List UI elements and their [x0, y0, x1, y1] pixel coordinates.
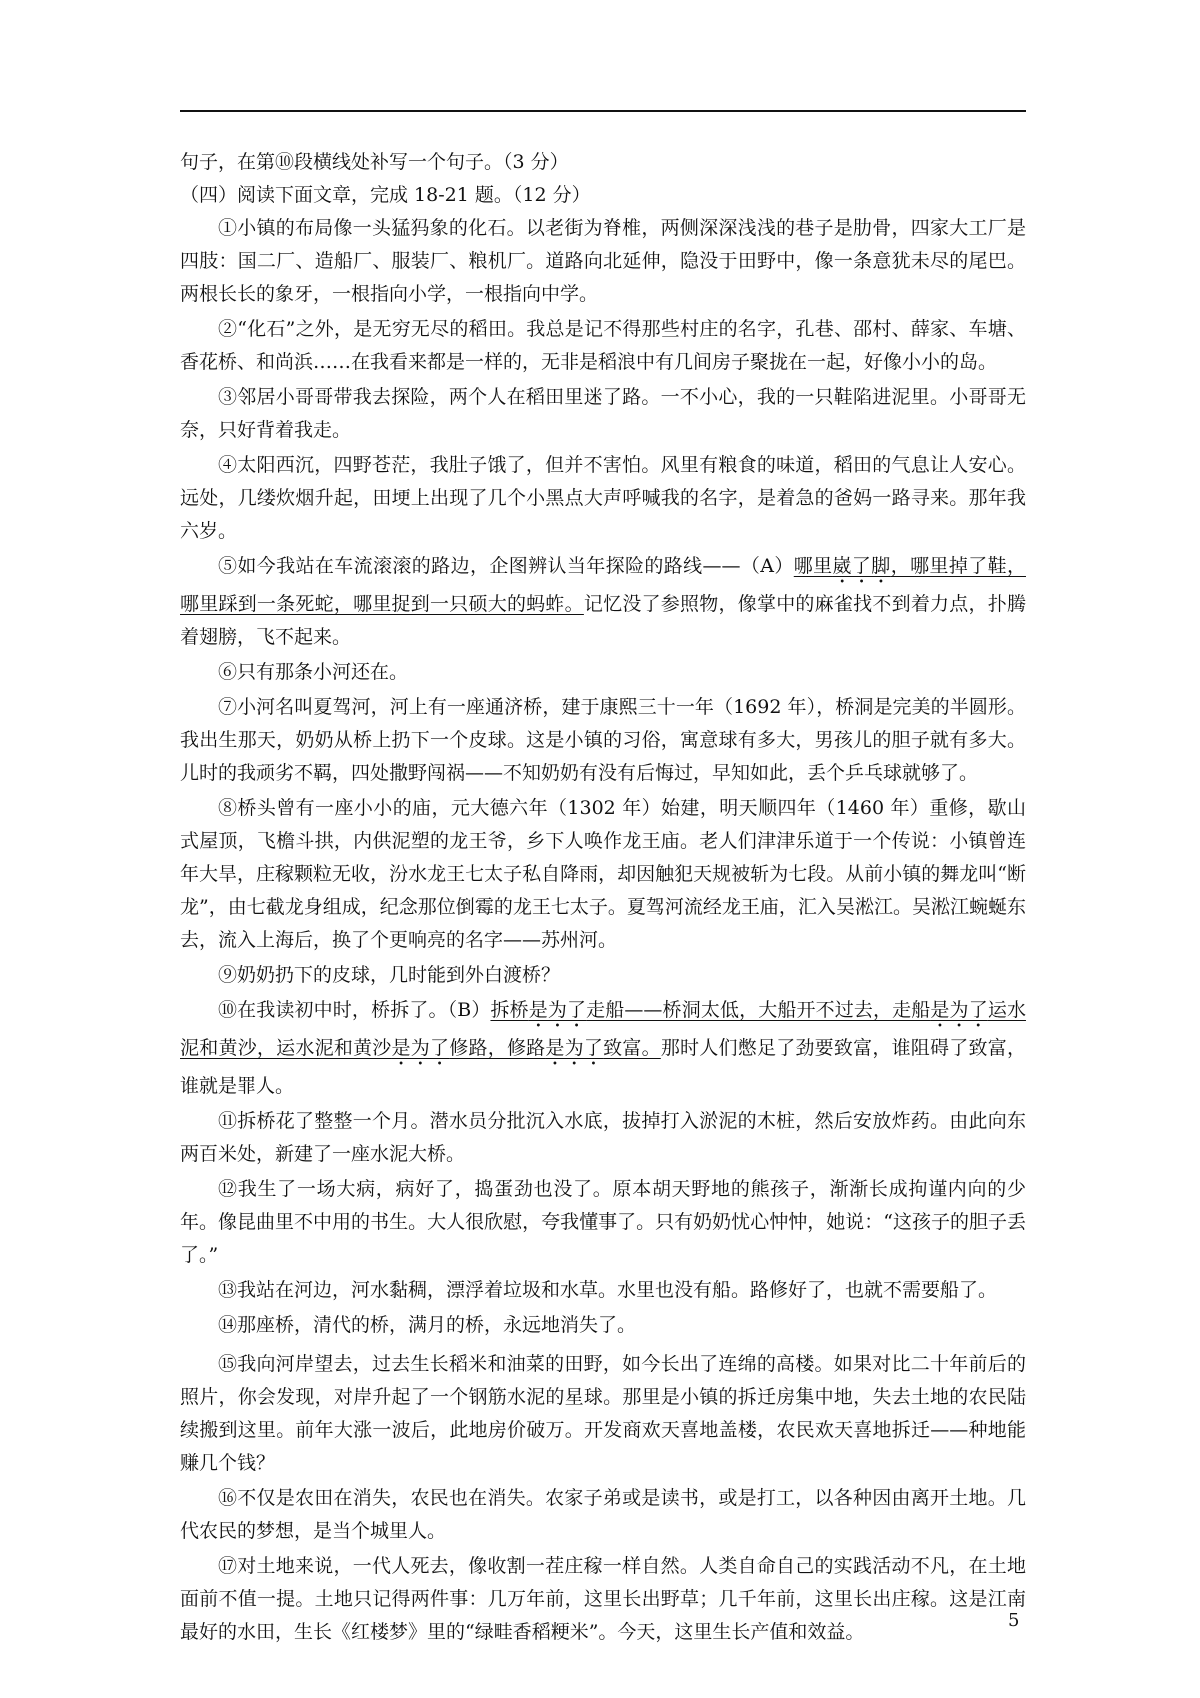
paragraph-13 [180, 1274, 1026, 1307]
paragraph-10 [180, 994, 1026, 1103]
paragraph-10-lead: ⑩在我读初中时，桥拆了。（B） [218, 999, 491, 1021]
paragraph-13-text: 我站在河边，河水黏稠，漂浮着垃圾和水草。水里也没有船。路修好了，也就不需要船了。 [237, 1279, 998, 1301]
underlined-b-part-1: 拆桥 [490, 999, 529, 1021]
paragraph-12-text: 我生了一场大病，病好了，捣蛋劲也没了。原本胡天野地的熊孩子，渐渐长成拘谨内向的少年。像昆曲里不中用的书生。大人很欣慰，夸我懂事了。只有奶奶忧心忡忡，她说：“这孩子的胆子丢了。” [180, 1178, 1026, 1266]
underlined-b-part-4: 修路，修路 [449, 1037, 546, 1059]
paragraph-13-number: ⑬ [218, 1279, 238, 1301]
paragraph-14-text: 那座桥，清代的桥，满月的桥，永远地消失了。 [237, 1314, 637, 1336]
paragraph-8: ⑧桥头曾有一座小小的庙，元大德六年（1302 年）始建，明天顺四年（1460 年）重修，歇山式屋顶，飞檐斗拱，内供泥塑的龙王爷，乡下人唤作龙王庙。老人们津津乐道于一个传说：小镇曾连年大旱，庄稼颗粒无收，汾水龙王七太子私自降雨，却因触犯天规被斩为七段。从前小镇的舞龙叫“断龙”，由七截龙身组成，纪念那位倒霉的龙王七太子。夏驾河流经龙王庙，汇入吴淞江。吴淞江蜿蜒东去，流入上海后，换了个更响亮的名字——苏州河。 [180, 797, 1026, 951]
dotted-word-a: 崴了脚 [832, 555, 891, 577]
paragraph-15-number: ⑮ [218, 1353, 238, 1375]
section-heading: （四）阅读下面文章，完成 18-21 题。（12 分） [180, 184, 591, 206]
paragraph-7: ⑦小河名叫夏驾河，河上有一座通济桥，建于康熙三十一年（1692 年），桥洞是完美的半圆形。我出生那天，奶奶从桥上扔下一个皮球。这是小镇的习俗，寓意球有多大，男孩儿的胆子就有多大。儿时的我顽劣不羁，四处撒野闯祸——不知奶奶有没有后悔过，早知如此，丢个乒乓球就够了。 [180, 696, 1026, 784]
underlined-b-part-3: 运水泥和黄沙，运水泥和黄沙 [180, 999, 1026, 1059]
paragraph-11 [180, 1105, 1026, 1171]
paragraph-11-text: 拆桥花了整整一个月。潜水员分批沉入水底，拔掉打入淤泥的木桩，然后安放炸药。由此向东两百米处，新建了一座水泥大桥。 [180, 1110, 1026, 1165]
underlined-a-part-1: 哪里 [793, 555, 833, 577]
paragraph-17 [180, 1550, 1026, 1649]
dotted-word-b-4: 是为了 [545, 1037, 604, 1059]
paragraph-12-number: ⑫ [218, 1178, 238, 1200]
paragraph-16-text: 不仅是农田在消失，农民也在消失。农家子弟或是读书，或是打工，以各种因由离开土地。几代农民的梦想，是当个城里人。 [180, 1487, 1026, 1542]
paragraph-14-number: ⑭ [218, 1314, 238, 1336]
dotted-word-b-3: 是为了 [391, 1037, 450, 1059]
dotted-word-b-2: 是为了 [930, 999, 988, 1021]
dotted-word-b-1: 是为了 [528, 999, 587, 1021]
underlined-b-part-2: 走船——桥洞太低，大船开不过去，走船 [586, 999, 931, 1021]
header-rule [180, 110, 1026, 112]
paragraph-5-lead: ⑤如今我站在车流滚滚的路边，企图辨认当年探险的路线——（A） [218, 555, 794, 577]
paragraph-4: ④太阳西沉，四野苍茫，我肚子饿了，但并不害怕。风里有粮食的味道，稻田的气息让人安心。远处，几缕炊烟升起，田埂上出现了几个小黑点大声呼喊我的名字，是着急的爸妈一路寻来。那年我六岁。 [180, 454, 1026, 542]
paragraph-11-number: ⑪ [218, 1110, 238, 1132]
paragraph-10-tail: 那时人们憋足了劲要致富，谁阻碍了致富，谁就是罪人。 [180, 1037, 1026, 1097]
paragraph-3: ③邻居小哥哥带我去探险，两个人在稻田里迷了路。一不小心，我的一只鞋陷进泥里。小哥哥无奈，只好背着我走。 [180, 386, 1026, 441]
paragraph-12 [180, 1173, 1026, 1272]
paragraph-1: ①小镇的布局像一头猛犸象的化石。以老街为脊椎，两侧深深浅浅的巷子是肋骨，四家大工厂是四肢：国二厂、造船厂、服装厂、粮机厂。道路向北延伸，隐没于田野中，像一条意犹未尽的尾巴。两根长长的象牙，一根指向小学，一根指向中学。 [180, 217, 1026, 305]
paragraph-14 [180, 1309, 1026, 1342]
page-number: 5 [1008, 1610, 1020, 1631]
underlined-b-part-5: 致富。 [603, 1037, 661, 1059]
paragraph-15 [180, 1348, 1026, 1480]
paragraph-6: ⑥只有那条小河还在。 [218, 661, 409, 683]
paragraph-16 [180, 1482, 1026, 1548]
continuation-line: 句子，在第⑩段横线处补写一个句子。（3 分） [180, 151, 569, 173]
paragraph-5-tail: 记忆没了参照物，像掌中的麻雀找不到着力点，扑腾着翅膀，飞不起来。 [180, 593, 1026, 648]
document-body [180, 146, 1026, 1651]
paragraph-16-number: ⑯ [218, 1487, 238, 1509]
paragraph-5 [180, 550, 1026, 654]
paragraph-17-number: ⑰ [218, 1555, 238, 1577]
underlined-a-part-2: ，哪里掉了鞋，哪里踩到一条死蛇，哪里捉到一只硕大的蚂蚱。 [180, 555, 1026, 615]
paragraph-9: ⑨奶奶扔下的皮球，几时能到外白渡桥？ [218, 964, 561, 986]
paragraph-15-text: 我向河岸望去，过去生长稻米和油菜的田野，如今长出了连绵的高楼。如果对比二十年前后的照片，你会发现，对岸升起了一个钢筋水泥的星球。那里是小镇的拆迁房集中地，失去土地的农民陆续搬到这里。前年大涨一波后，此地房价破万。开发商欢天喜地盖楼，农民欢天喜地拆迁——种地能赚几个钱？ [180, 1353, 1026, 1474]
paragraph-2: ②“化石”之外，是无穷无尽的稻田。我总是记不得那些村庄的名字，孔巷、邵村、薛家、车塘、香花桥、和尚浜……在我看来都是一样的，无非是稻浪中有几间房子聚拢在一起，好像小小的岛。 [180, 318, 1026, 373]
paragraph-17-text: 对土地来说，一代人死去，像收割一茬庄稼一样自然。人类自命自己的实践活动不凡，在土地面前不值一提。土地只记得两件事：几万年前，这里长出野草；几千年前，这里长出庄稼。这是江南最好的水田，生长《红楼梦》里的“绿畦香稻粳米”。今天，这里生长产值和效益。 [180, 1555, 1026, 1643]
